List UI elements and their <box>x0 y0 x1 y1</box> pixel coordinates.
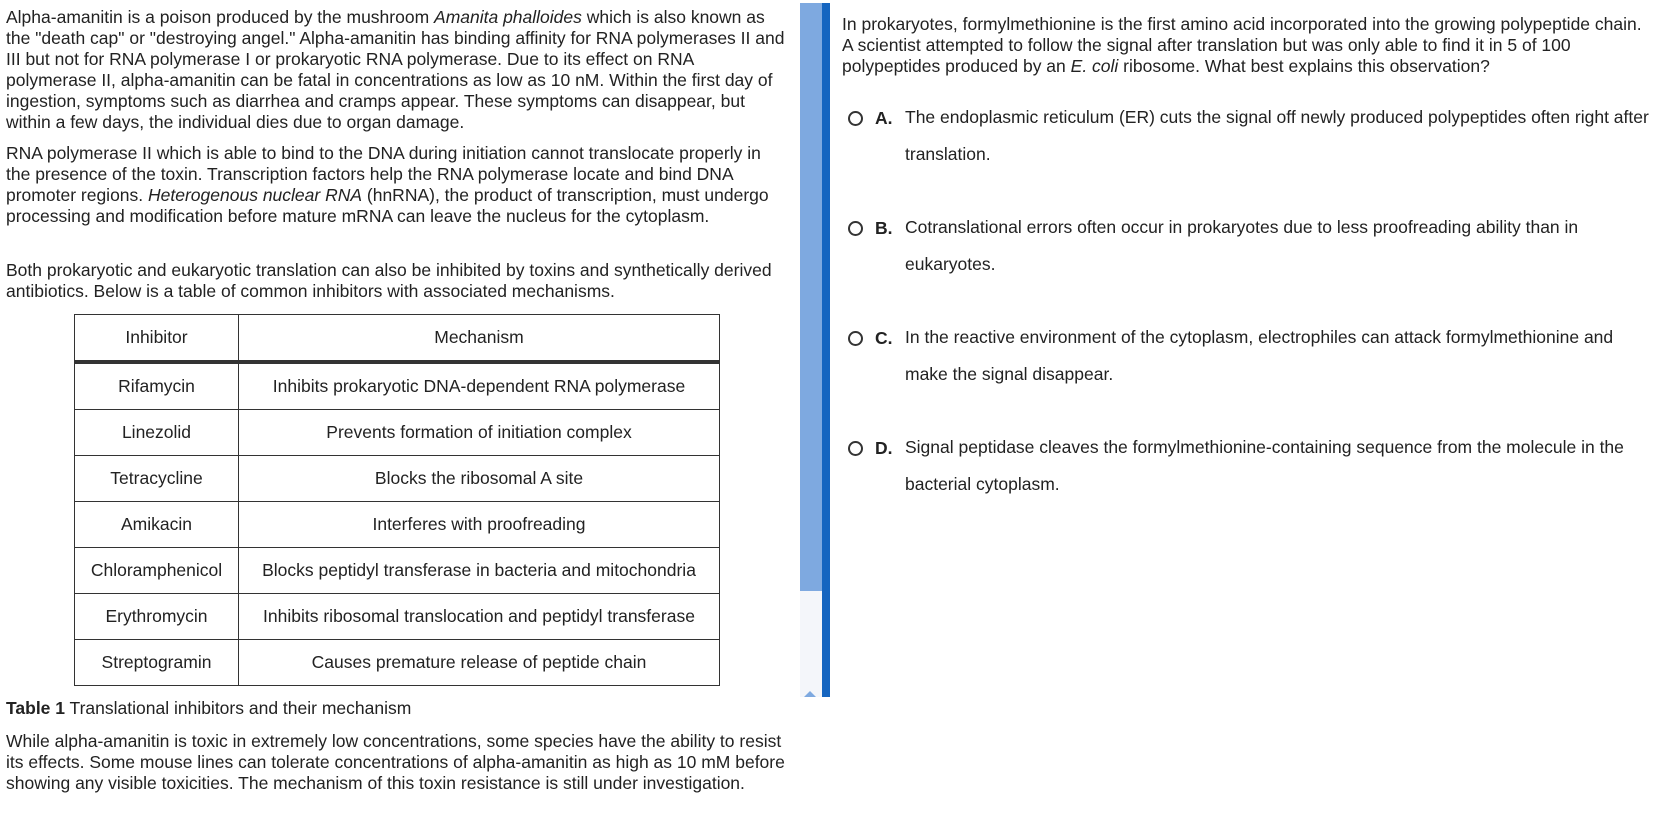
table-row <box>74 410 720 456</box>
table-cell-mechanism: Inhibits ribosomal translocation and peptidyl transferase <box>239 594 720 640</box>
table-row <box>74 594 720 640</box>
table-header-row <box>74 314 720 362</box>
answer-choice-c[interactable] <box>846 328 1657 408</box>
choice-text[interactable]: In the reactive environment of the cytoplasm, electrophiles can attack formylmethionine and make the signal disappear. <box>905 327 1614 384</box>
passage-paragraph-3: Both prokaryotic and eukaryotic translation can also be inhibited by toxins and synthetically derived antibiotics. Below is a table of common inhibitors with associated mechanisms. <box>6 260 772 301</box>
choice-letter: D. <box>875 438 893 458</box>
table-cell-mechanism: Interferes with proofreading <box>239 502 720 548</box>
scroll-down-arrow-icon[interactable] <box>804 691 816 697</box>
answer-choice-a[interactable] <box>846 108 1657 188</box>
question-stem <box>842 14 1642 77</box>
question-text: In prokaryotes, formylmethionine is the first amino acid incorporated into the growing polypeptide chain. A scientist attempted to follow the signal after translation but was only able to find it in 5 of 100 polypeptides produced by an <box>842 14 1642 76</box>
radio-button-icon[interactable] <box>848 111 863 126</box>
passage-italic-text: Amanita phalloides <box>434 7 582 27</box>
table-cell-inhibitor: Chloramphenicol <box>74 548 239 594</box>
choice-text[interactable]: Signal peptidase cleaves the formylmethionine-containing sequence from the molecule in the bacterial cytoplasm. <box>905 437 1624 494</box>
radio-button-icon[interactable] <box>848 331 863 346</box>
table-row <box>74 362 720 410</box>
table-caption-text: Translational inhibitors and their mechanism <box>65 698 412 718</box>
table-cell-mechanism: Blocks peptidyl transferase in bacteria and mitochondria <box>239 548 720 594</box>
passage-text: which is also known as the "death cap" or "destroying angel." Alpha-amanitin has binding affinity for RNA polymerases II and III but not for RNA polymerase I or prokaryotic RNA polymerase. Due to its effect on RNA polymerase II, alpha-amanitin can be fatal in concentrations as low as 10 nM. Within the first day of ingestion, symptoms such as diarrhea and cramps appear. These symptoms can disappear, but within a few days, the individual dies due to organ damage. <box>6 7 785 132</box>
passage-paragraph-2 <box>6 143 786 227</box>
pane-divider[interactable] <box>800 3 832 697</box>
passage-text: RNA polymerase II which is able to bind to the DNA during initiation cannot translocate properly in the presence of the toxin. Transcription factors help the RNA polymerase locate and bind DNA promoter regions. <box>6 143 761 205</box>
table-cell-mechanism: Inhibits prokaryotic DNA-dependent RNA polymerase <box>239 362 720 410</box>
table-cell-inhibitor: Linezolid <box>74 410 239 456</box>
table-row <box>74 502 720 548</box>
passage-text: Alpha-amanitin is a poison produced by the mushroom <box>6 7 435 27</box>
table-row <box>74 548 720 594</box>
passage-paragraph-1 <box>6 7 786 133</box>
question-text: ribosome. What best explains this observation? <box>1118 56 1490 76</box>
choice-letter: A. <box>875 108 893 128</box>
radio-button-icon[interactable] <box>848 441 863 456</box>
table-row <box>74 456 720 502</box>
table-cell-mechanism: Blocks the ribosomal A site <box>239 456 720 502</box>
scrollbar-thumb[interactable] <box>800 3 822 591</box>
passage-paragraph-4: While alpha-amanitin is toxic in extremely low concentrations, some species have the ability to resist its effects. Some mouse lines can tolerate concentrations of alpha-amanitin as high as 10 mM before showing any visible toxicities. The mechanism of this toxin resistance is still under investigation. <box>6 731 785 793</box>
table-cell-inhibitor: Tetracycline <box>74 456 239 502</box>
table-header-inhibitor: Inhibitor <box>74 314 239 362</box>
table-caption-label: Table 1 <box>6 698 66 718</box>
inhibitor-table <box>74 314 720 686</box>
table-caption <box>6 698 411 719</box>
passage-italic-text: Heterogenous nuclear RNA <box>148 185 363 205</box>
answer-choice-b[interactable] <box>846 218 1657 298</box>
passage-pane <box>0 0 798 828</box>
radio-button-icon[interactable] <box>848 221 863 236</box>
question-pane <box>842 0 1657 828</box>
table-cell-inhibitor: Amikacin <box>74 502 239 548</box>
choice-letter: C. <box>875 328 893 348</box>
table-cell-inhibitor: Streptogramin <box>74 640 239 686</box>
table-row <box>74 640 720 686</box>
choice-letter: B. <box>875 218 893 238</box>
table-cell-inhibitor: Erythromycin <box>74 594 239 640</box>
table-cell-inhibitor: Rifamycin <box>74 362 239 410</box>
passage-text: (hnRNA), the product of transcription, must undergo processing and modification before mature mRNA can leave the nucleus for the cytoplasm. <box>6 185 769 226</box>
pane-resize-bar[interactable] <box>822 3 830 697</box>
table-cell-mechanism: Prevents formation of initiation complex <box>239 410 720 456</box>
table-cell-mechanism: Causes premature release of peptide chain <box>239 640 720 686</box>
choice-text[interactable]: Cotranslational errors often occur in prokaryotes due to less proofreading ability than in eukaryotes. <box>905 217 1579 274</box>
answer-choice-d[interactable] <box>846 438 1657 518</box>
choice-text[interactable]: The endoplasmic reticulum (ER) cuts the signal off newly produced polypeptides often right after translation. <box>905 107 1649 164</box>
question-italic-text: E. coli <box>1070 56 1119 76</box>
table-header-mechanism: Mechanism <box>239 314 720 362</box>
